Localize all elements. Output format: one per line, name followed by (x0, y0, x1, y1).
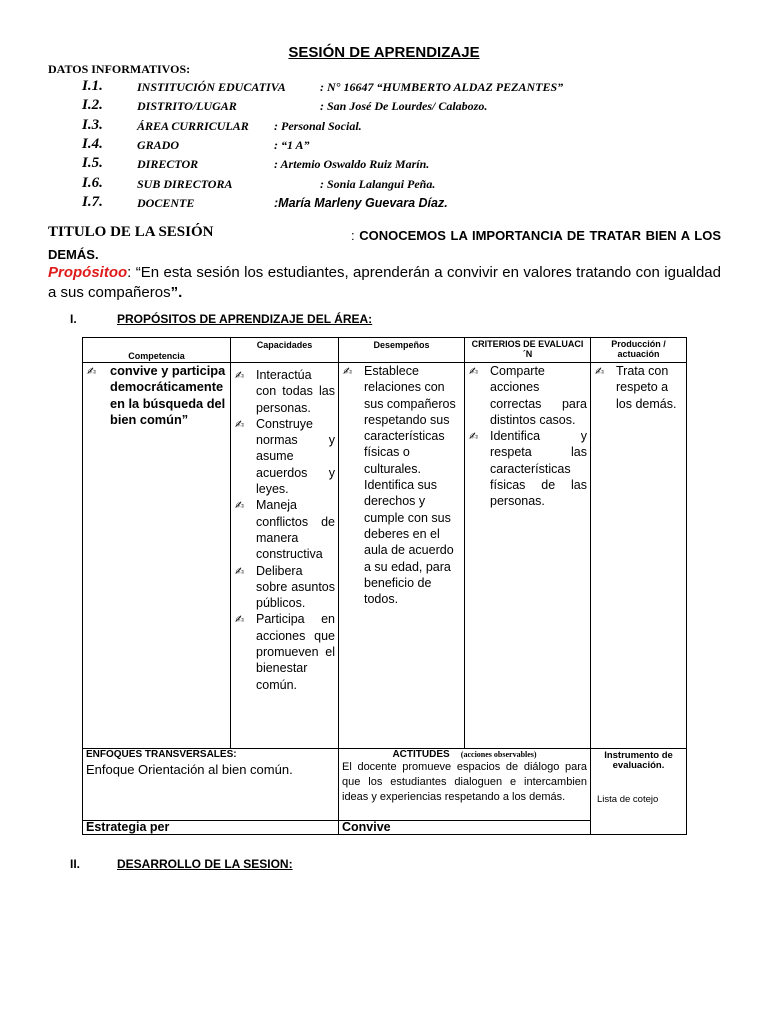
instrumento-label: Instrumento de evaluación. (604, 750, 673, 771)
criterio-item: ✍ Comparte acciones correctas para distintos casos. (469, 364, 587, 427)
enfoques-cell (83, 749, 339, 821)
competencia-cell (83, 363, 231, 749)
session-title-colon: : (351, 228, 355, 243)
desempeno-item: ✍ Establece relaciones con sus compañeros respetando sus características físicas o culturales. Identifica sus derechos y cumple con sus deberes en el aula de acuerdo a su edad, para beneficio de todos. (343, 364, 456, 607)
instrumento-cell (591, 749, 687, 835)
enfoques-value: Enfoque Orientación al bien común. (86, 762, 293, 777)
header-capacidades: Capacidades (231, 338, 339, 363)
proposito-close: ”. (170, 284, 183, 301)
document-title: SESIÓN DE APRENDIZAJE (288, 44, 480, 61)
convive-cell: Convive (339, 821, 591, 835)
capacidad-item: ✍ Maneja conflictos de manera constructiva (235, 498, 335, 562)
section-1-title: PROPÓSITOS DE APRENDIZAJE DEL ÁREA: (117, 312, 373, 326)
competencia-item: ✍ convive y participa democráticamente en la búsqueda del bien común” (87, 363, 226, 427)
writing-hand-icon: ✍ (595, 366, 605, 378)
header-produccion: Producción / actuación (591, 338, 687, 363)
instrumento-value: Lista de cotejo (597, 794, 659, 805)
writing-hand-icon: ✍ (235, 500, 245, 513)
capacidad-item: ✍ Construye normas y asume acuerdos y leyes. (235, 416, 335, 497)
table-header-row (83, 338, 687, 363)
competencias-table (82, 337, 687, 835)
writing-hand-icon: ✍ (469, 431, 479, 444)
session-title-value (48, 226, 721, 264)
desempenos-cell (339, 363, 465, 749)
proposito-label: Propósitoo (48, 264, 128, 281)
capacidades-cell (231, 363, 339, 749)
writing-hand-icon: ✍ (235, 418, 245, 431)
proposito-text: “En esta sesión los estudiantes, aprenderán a convivir en valores tratando con igualdad a sus compañeros (48, 264, 721, 301)
produccion-cell (591, 363, 687, 749)
estrategia-cell: Estrategia per (83, 821, 339, 835)
table-content-row (83, 363, 687, 749)
writing-hand-icon: ✍ (235, 565, 245, 578)
actitudes-label: ACTITUDES (392, 749, 450, 760)
writing-hand-icon: ✍ (343, 366, 353, 378)
proposito-colon: : (127, 264, 132, 281)
section-2-title: DESARROLLO DE LA SESION: (117, 857, 293, 871)
proposito-paragraph (48, 263, 721, 303)
header-competencia: Competencia (83, 338, 231, 363)
enfoques-row (83, 749, 687, 821)
actitudes-cell (339, 749, 591, 821)
session-title-text: CONOCEMOS LA IMPORTANCIA DE TRATAR BIEN A LOS DEMÁS. (48, 228, 721, 262)
capacidad-item: ✍ Delibera sobre asuntos públicos. (235, 563, 335, 611)
writing-hand-icon: ✍ (235, 370, 245, 382)
section-2-number: II. (70, 857, 81, 871)
datos-informativos-heading: DATOS INFORMATIVOS: (48, 62, 191, 76)
actitudes-sub: (acciones observables) (460, 750, 537, 759)
session-title-label: TITULO DE LA SESIÓN (48, 224, 214, 240)
capacidad-item: ✍ Interactúa con todas las personas. (235, 368, 335, 415)
produccion-item: ✍ Trata con respeto a los demás. (595, 364, 677, 411)
header-desempenos: Desempeños (339, 338, 465, 363)
actitudes-header (342, 749, 587, 760)
writing-hand-icon: ✍ (235, 614, 245, 627)
criterios-cell (465, 363, 591, 749)
writing-hand-icon: ✍ (469, 366, 479, 378)
writing-hand-icon: ✍ (87, 366, 97, 378)
section-1-number: I. (70, 312, 77, 326)
capacidad-item: ✍ Participa en acciones que promueven el bienestar común. (235, 612, 335, 692)
header-criterios: CRITERIOS DE EVALUACI´N (465, 338, 591, 363)
enfoques-label: ENFOQUES TRANSVERSALES: (86, 749, 237, 760)
criterio-item: ✍ Identifica y respeta las características físicas de las personas. (469, 429, 587, 509)
actitudes-value: El docente promueve espacios de diálogo para que los estudiantes dialoguen e intercambien ideas y experiencias respetando a los demás. (342, 761, 587, 803)
